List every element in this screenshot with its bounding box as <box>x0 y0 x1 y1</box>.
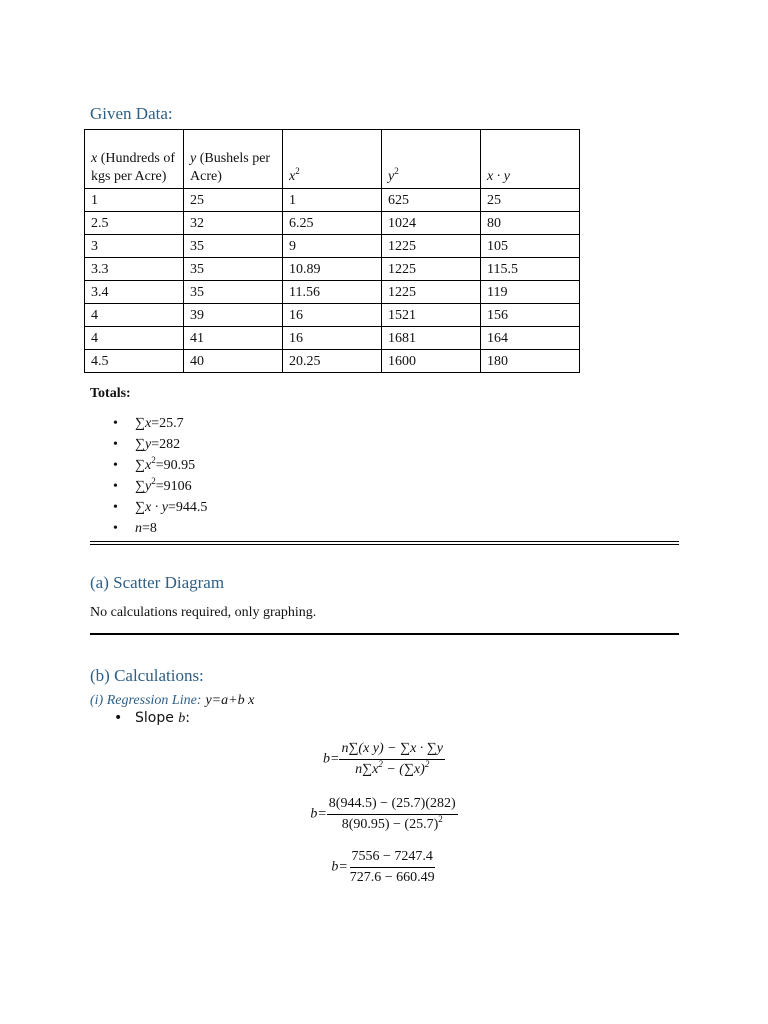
table-row <box>85 327 580 350</box>
given-data-heading: Given Data: <box>90 104 173 123</box>
table-cell: 105 <box>481 235 580 258</box>
section-divider <box>90 541 679 545</box>
scatter-diagram-text: No calculations required, only graphing. <box>90 605 317 620</box>
table-cell: 40 <box>184 350 283 373</box>
header-x-squared: $x^2$ <box>283 130 382 189</box>
table-row <box>85 258 580 281</box>
table-body <box>85 189 580 373</box>
table-cell: 10.89 <box>283 258 382 281</box>
header-xy: x · y <box>481 130 580 189</box>
table-cell: 25 <box>481 189 580 212</box>
table-cell: 115.5 <box>481 258 580 281</box>
table-cell: 1225 <box>382 235 481 258</box>
scatter-diagram-heading: (a) Scatter Diagram <box>90 573 225 592</box>
slope-formula-substituted: b= $\frac{8(944.5) - (25.7)(282)}{8(90.95) - (25.7)^2}$ <box>310 796 456 832</box>
totals-label: Totals: <box>90 386 131 401</box>
table-row <box>85 350 580 373</box>
header-x: x (Hundreds of kgs per Acre) <box>85 130 184 189</box>
table-cell: 1681 <box>382 327 481 350</box>
table-cell: 39 <box>184 304 283 327</box>
table-cell: 119 <box>481 281 580 304</box>
table-cell: 1 <box>85 189 184 212</box>
table-cell: 180 <box>481 350 580 373</box>
slope-formula-general: b= $\frac{\text{n∑(x y) − ∑x · ∑y}}{n\sum x^2 - (\sum x)^2}$ <box>322 741 444 777</box>
table-cell: 2.5 <box>85 212 184 235</box>
regression-line-subheading: (i) Regression Line: y=a+b x <box>90 693 255 708</box>
table-cell: 6.25 <box>283 212 382 235</box>
slope-list-item: • Slope b: <box>114 710 191 726</box>
table-cell: 32 <box>184 212 283 235</box>
table-cell: 11.56 <box>283 281 382 304</box>
table-cell: 9 <box>283 235 382 258</box>
table-cell: 1600 <box>382 350 481 373</box>
table-row <box>85 304 580 327</box>
table-row <box>85 235 580 258</box>
table-cell: 1024 <box>382 212 481 235</box>
slope-formula-evaluated: b= $\frac{7556 - 7247.4}{727.6 - 660.49}$ <box>331 849 435 885</box>
table-cell: 20.25 <box>283 350 382 373</box>
list-item: • ∑x · y=944.5 <box>113 500 208 515</box>
data-table <box>84 129 580 373</box>
table-cell: 1 <box>283 189 382 212</box>
table-cell: 1225 <box>382 258 481 281</box>
table-cell: 4 <box>85 327 184 350</box>
section-divider <box>90 633 679 635</box>
table-cell: 4 <box>85 304 184 327</box>
table-row <box>85 189 580 212</box>
table-cell: 3 <box>85 235 184 258</box>
table-cell: 35 <box>184 235 283 258</box>
table-cell: 80 <box>481 212 580 235</box>
table-cell: 25 <box>184 189 283 212</box>
table-cell: 16 <box>283 304 382 327</box>
totals-list <box>113 413 208 539</box>
list-item: • $\sum x^2=90.95$ <box>113 455 196 473</box>
header-y: y (Bushels per Acre) <box>184 130 283 189</box>
list-item: • $\sum y^2=9106$ <box>113 476 192 494</box>
table-cell: 156 <box>481 304 580 327</box>
list-item: • ∑x=25.7 <box>113 416 184 431</box>
table-cell: 35 <box>184 258 283 281</box>
table-cell: 4.5 <box>85 350 184 373</box>
list-item: • ∑y=282 <box>113 437 181 452</box>
table-cell: 41 <box>184 327 283 350</box>
table-cell: 1225 <box>382 281 481 304</box>
table-row <box>85 212 580 235</box>
table-cell: 625 <box>382 189 481 212</box>
table-row <box>85 281 580 304</box>
table-cell: 3.3 <box>85 258 184 281</box>
header-y-squared: $y^2$ <box>382 130 481 189</box>
list-item: • n=8 <box>113 521 157 536</box>
table-cell: 1521 <box>382 304 481 327</box>
table-header-row <box>85 130 580 189</box>
table-cell: 16 <box>283 327 382 350</box>
table-cell: 164 <box>481 327 580 350</box>
table-cell: 35 <box>184 281 283 304</box>
calculations-heading: (b) Calculations: <box>90 666 204 685</box>
table-cell: 3.4 <box>85 281 184 304</box>
